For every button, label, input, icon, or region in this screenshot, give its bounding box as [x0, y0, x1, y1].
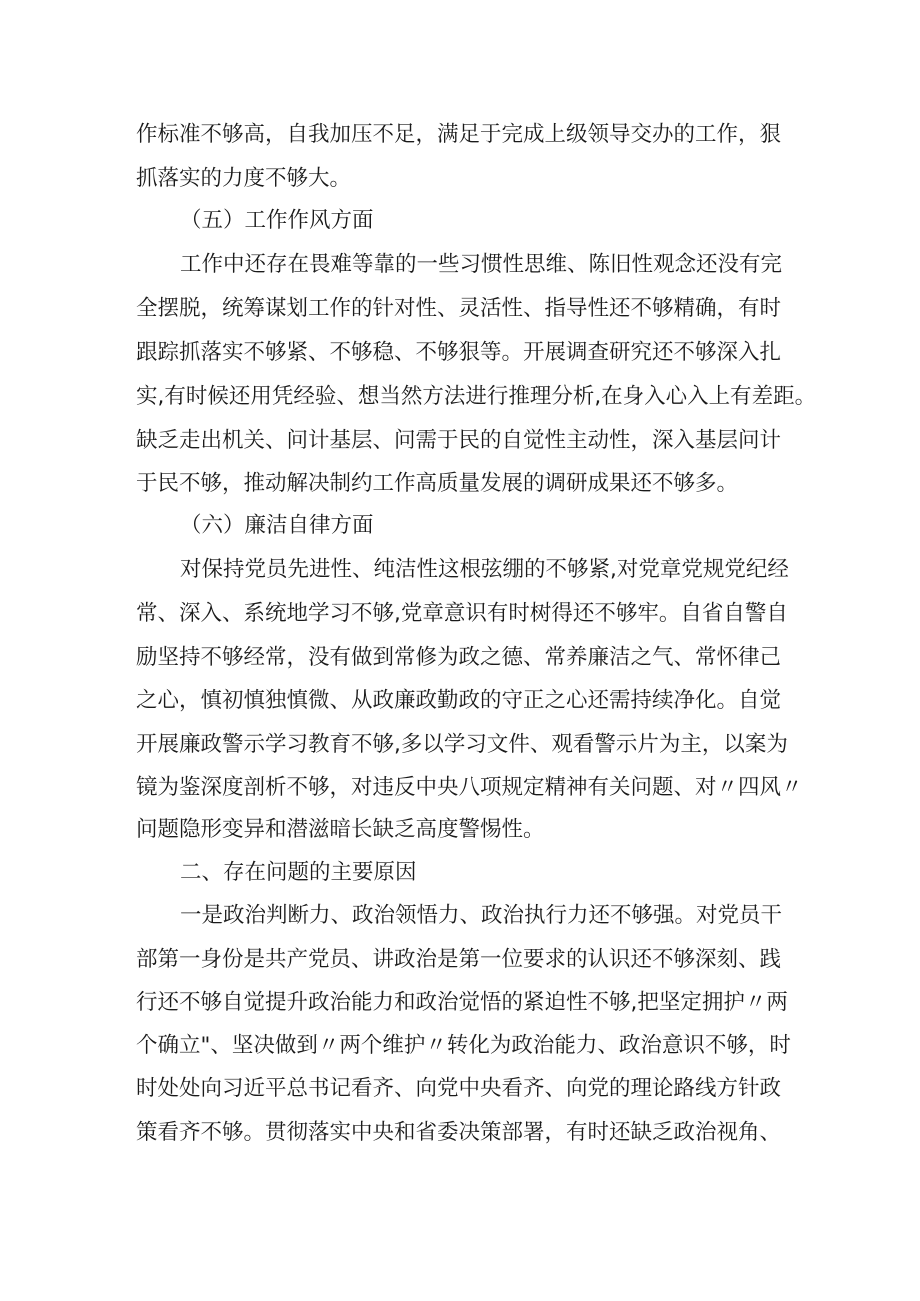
paragraph-line: 工作中还存在畏难等靠的一些习惯性思维、陈旧性观念还没有完	[180, 252, 783, 277]
paragraph-line: 作标准不够高，自我加压不足，满足于完成上级领导交办的工作，狠	[136, 122, 782, 147]
paragraph-line: 行还不够自觉提升政治能力和政治觉悟的紧迫性不够,把坚定拥护〃两	[136, 990, 788, 1015]
paragraph-line: 之心，慎初慎独慎微、从政廉政勤政的守正之心还需持续净化。自觉	[136, 688, 782, 713]
paragraph-line: 全摆脱，统筹谋划工作的针对性、灵活性、指导性还不够精确，有时	[136, 296, 782, 321]
paragraph-line: 对保持党员先进性、纯洁性这根弦绷的不够紧,对党章党规党纪经	[180, 557, 789, 582]
section-heading-6: （六）廉洁自律方面	[180, 513, 374, 538]
paragraph-line: 缺乏走出机关、问计基层、问需于民的自觉性主动性，深入基层问计	[136, 428, 782, 453]
paragraph-line: 问题隐形变异和潜滋暗长缺乏高度警惕性。	[136, 817, 545, 842]
section-heading-2: 二、存在问题的主要原因	[180, 860, 417, 885]
paragraph-line: 常、深入、系统地学习不够,党章意识有时树得还不够牢。自省自警自	[136, 601, 788, 626]
paragraph-line: 时处处向习近平总书记看齐、向党中央看齐、向党的理论路线方针政	[136, 1076, 782, 1101]
paragraph-line: 实,有时候还用凭经验、想当然方法进行推理分析,在身入心入上有差距。	[136, 384, 817, 409]
paragraph-line: 个确立"、坚决做到〃两个维护〃转化为政治能力、政治意识不够，时	[136, 1033, 791, 1058]
paragraph-line: 一是政治判断力、政治领悟力、政治执行力还不够强。对党员干	[180, 903, 783, 928]
paragraph-line: 于民不够，推动解决制约工作高质量发展的调研成果还不够多。	[136, 471, 739, 496]
paragraph-line: 励坚持不够经常，没有做到常修为政之德、常养廉洁之气、常怀律己	[136, 645, 782, 670]
paragraph-line: 跟踪抓落实不够紧、不够稳、不够狠等。开展调查研究还不够深入扎	[136, 340, 782, 365]
paragraph-line: 镜为鉴深度剖析不够，对违反中央八项规定精神有关问题、对〃四风〃	[136, 775, 803, 800]
paragraph-line: 开展廉政警示学习教育不够,多以学习文件、观看警示片为主，以案为	[136, 732, 788, 757]
paragraph-line: 部第一身份是共产党员、讲政治是第一位要求的认识还不够深刻、践	[136, 947, 782, 972]
paragraph-line: 抓落实的力度不够大。	[136, 166, 352, 191]
paragraph-line: 策看齐不够。贯彻落实中央和省委决策部署，有时还缺乏政治视角、	[136, 1120, 782, 1145]
section-heading-5: （五）工作作风方面	[180, 208, 374, 233]
